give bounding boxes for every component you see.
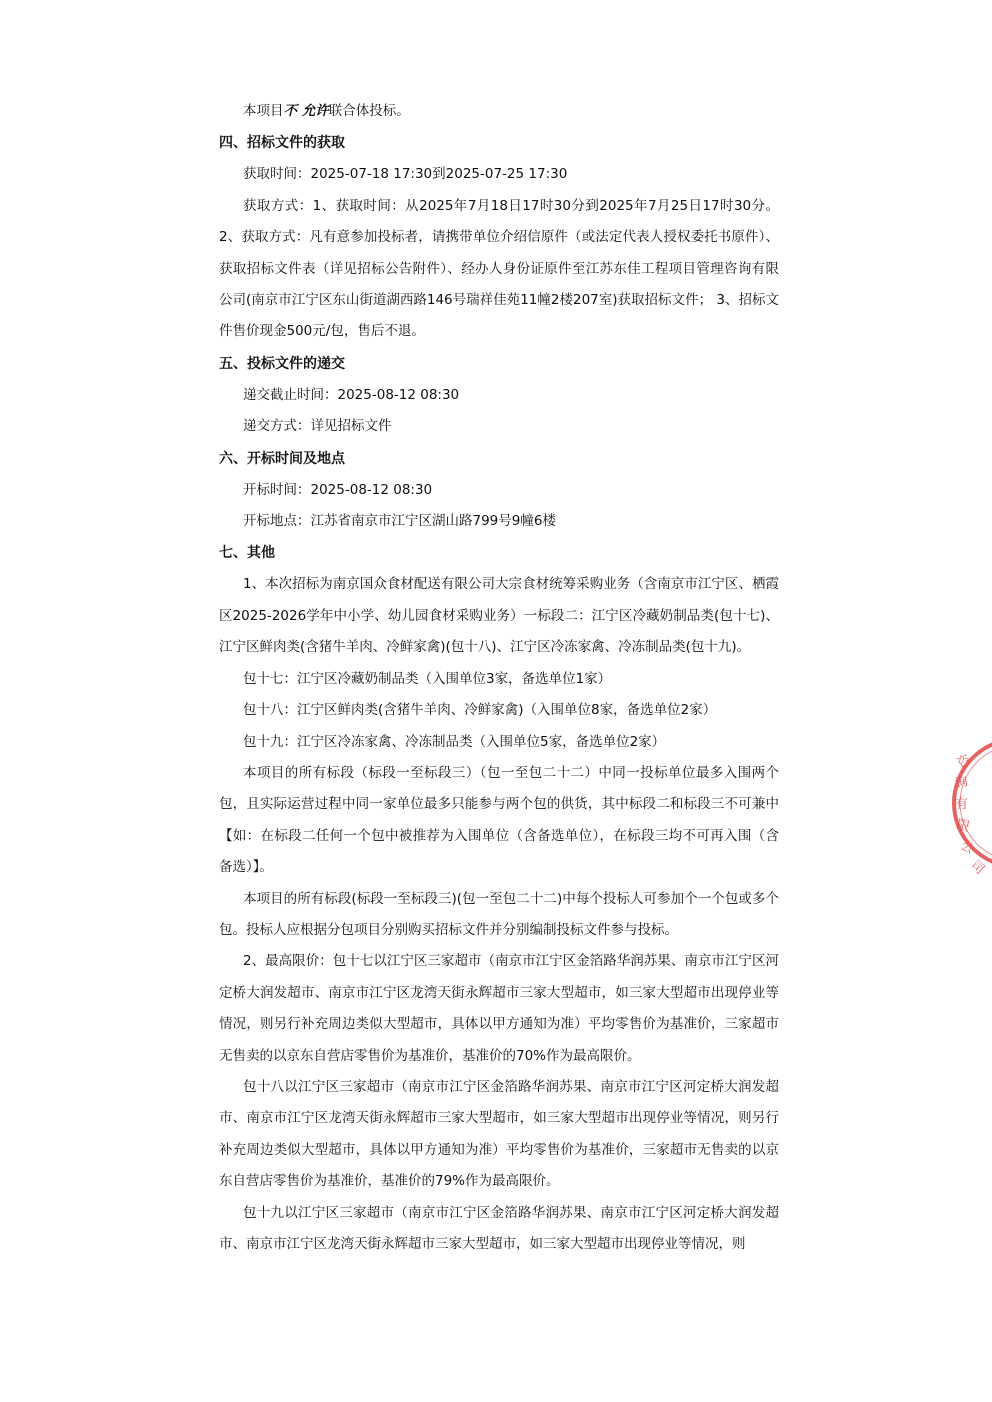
consortium-pre: 本项目 [243, 103, 284, 119]
other-paragraph-1: 1、本次招标为南京国众食材配送有限公司大宗食材统筹采购业务（含南京市江宁区、栖霞区2025-2026学年中小学、幼儿园食材采购业务）一标段二：江宁区冷藏奶制品类(包十七)、江宁区鲜肉类(含猪牛羊肉、冷鲜家禽)(包十八)、江宁区冷冻家禽、冷冻制品类(包十九)。 [219, 576, 779, 656]
package-18-price: 包十八以江宁区三家超市（南京市江宁区金箔路华润苏果、南京市江宁区河定桥大润发超市、南京市江宁区龙湾天街永辉超市三家大型超市，如三家大型超市出现停业等情况，则另行补充周边类似大型超市，具体以甲方通知为准）平均零售价为基准价，三家超市无售卖的以京东自营店零售价为基准价，基准价的79%作为最高限价。 [219, 1078, 779, 1190]
seal-stamp-icon [952, 728, 992, 878]
package-19: 包十九：江宁区冷冻家禽、冷冻制品类（入围单位5家，备选单位2家） [243, 733, 666, 750]
consortium-line [219, 96, 779, 127]
max-price-paragraph: 2、最高限价：包十七以江宁区三家超市（南京市江宁区金箔路华润苏果、南京市江宁区河定桥大润发超市、南京市江宁区龙湾天街永辉超市三家大型超市，如三家大型超市出现停业等情况，则另行补充周边类似大型超市，具体以甲方通知为准）平均零售价为基准价，三家超市无售卖的以京东自营店零售价为基准价，基准价的70%作为最高限价。 [219, 953, 779, 1064]
svg-text:有: 有 [955, 797, 969, 812]
consortium-emphasis: 不 允许 [283, 103, 329, 119]
opening-time: 开标时间：2025-08-12 08:30 [243, 481, 433, 498]
svg-text:司: 司 [967, 857, 988, 878]
section-5-heading: 五、投标文件的递交 [219, 355, 345, 372]
obtain-method: 获取方式：1、获取时间：从2025年7月18日17时30分到2025年7月25日17时30分。 2、获取方式：凡有意参加投标者，请携带单位介绍信原件（或法定代表人授权委托书原件）、获取招标文件表（详见招标公告附件）、经办人身份证原件至江苏东佳工程项目管理咨询有限公司(南京市江宁区东山街道湖西路146号瑞祥佳苑11幢2楼207室)获取招标文件； 3、招标文件售价现金500元/包，售后不退。 [219, 197, 779, 340]
svg-text:公: 公 [958, 838, 977, 858]
package-19-price: 包十九以江宁区三家超市（南京市江宁区金箔路华润苏果、南京市江宁区河定桥大润发超市、南京市江宁区龙湾天街永辉超市三家大型超市，如三家大型超市出现停业等情况，则 [219, 1204, 779, 1252]
svg-text:咨: 咨 [954, 752, 974, 772]
other-paragraph-3: 本项目的所有标段(标段一至标段三)(包一至包二十二)中每个投标人可参加个一个包或多个包。投标人应根据分包项目分别购买招标文件并分别编制投标文件参与投标。 [219, 890, 779, 938]
submit-method: 递交方式：详见招标文件 [243, 418, 392, 435]
obtain-time: 获取时间：2025-07-18 17:30到2025-07-25 17:30 [243, 166, 568, 183]
svg-text:询: 询 [953, 774, 970, 792]
opening-place: 开标地点：江苏省南京市江宁区湖山路799号9幢6楼 [243, 513, 556, 530]
section-7-heading: 七、其他 [219, 545, 275, 562]
consortium-post: 联合体投标。 [328, 103, 410, 119]
package-18: 包十八：江宁区鲜肉类(含猪牛羊肉、冷鲜家禽)（入围单位8家，备选单位2家） [243, 702, 717, 719]
svg-text:限: 限 [955, 817, 972, 836]
section-6-heading: 六、开标时间及地点 [219, 450, 345, 467]
submit-deadline: 递交截止时间：2025-08-12 08:30 [243, 386, 460, 403]
document-body [219, 96, 779, 1260]
company-seal [952, 728, 992, 878]
package-17: 包十七：江宁区冷藏奶制品类（入围单位3家，备选单位1家） [243, 670, 612, 687]
section-4-heading: 四、招标文件的获取 [219, 135, 345, 152]
other-paragraph-2: 本项目的所有标段（标段一至标段三）（包一至包二十二）中同一投标单位最多入围两个包，且实际运营过程中同一家单位最多只能参与两个包的供货，其中标段二和标段三不可兼中【如：在标段二任何一个包中被推荐为入围单位（含备选单位），在标段三均不可再入围（含备选）】。 [219, 764, 779, 876]
